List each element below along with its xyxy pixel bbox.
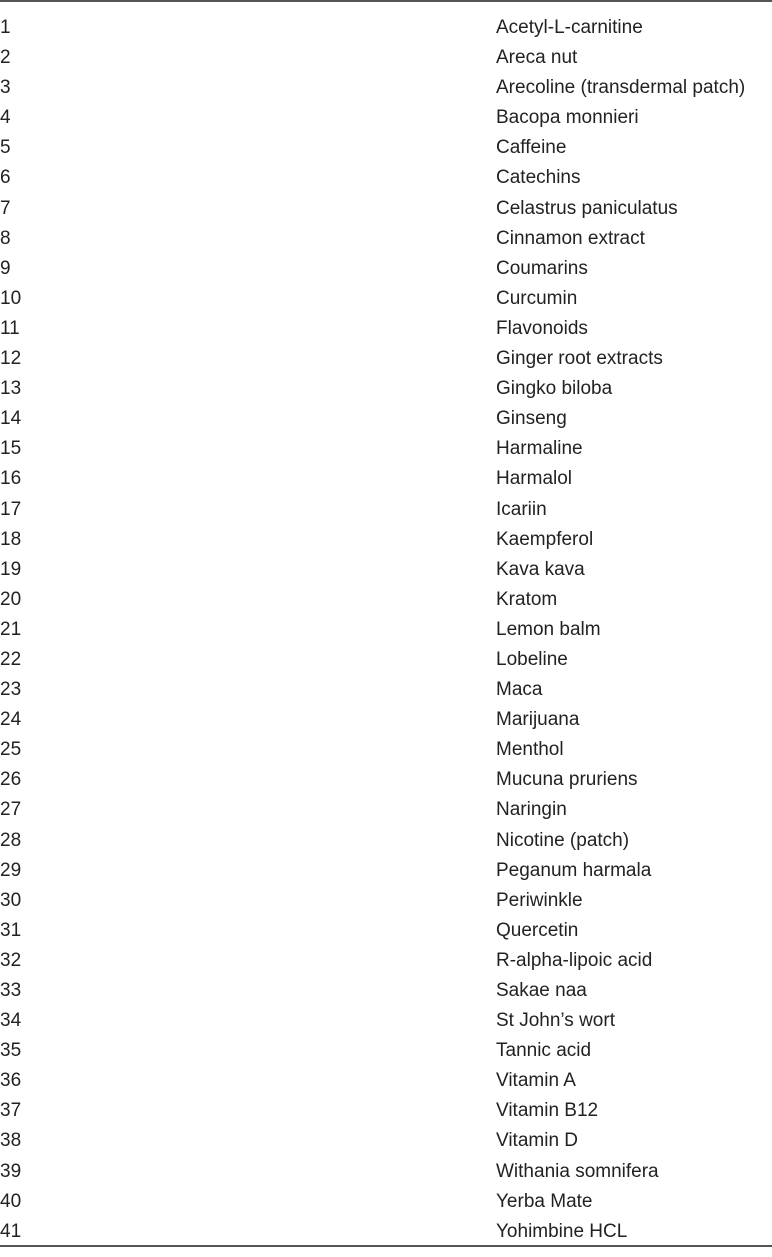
- substance-name: Sakae naa: [496, 980, 587, 1001]
- row-number: 14: [0, 408, 22, 430]
- table-row: [0, 1187, 772, 1217]
- table-row: [0, 1096, 772, 1126]
- substance-name: Marijuana: [496, 709, 580, 731]
- row-number: 34: [0, 1010, 22, 1032]
- row-number: 37: [0, 1100, 22, 1122]
- substance-name: Vitamin B12: [496, 1100, 599, 1122]
- substance-name: Harmalol: [496, 468, 573, 490]
- substance-name: R-alpha-lipoic acid: [496, 949, 653, 971]
- row-number: 29: [0, 859, 22, 881]
- substance-name: Periwinkle: [496, 889, 583, 911]
- row-number: 22: [0, 648, 22, 670]
- table-row: [0, 404, 772, 434]
- table-row: [0, 1036, 772, 1066]
- table-row: [0, 43, 772, 73]
- row-number: 12: [0, 348, 22, 370]
- substance-name: Areca nut: [496, 47, 578, 69]
- table-row: [0, 434, 772, 464]
- table-row: [0, 946, 772, 976]
- table-row: [0, 254, 772, 284]
- row-number: 10: [0, 287, 22, 309]
- row-number: 28: [0, 829, 22, 851]
- row-number: 38: [0, 1130, 22, 1152]
- substance-name: Kaempferol: [496, 528, 594, 550]
- substance-name: Quercetin: [496, 919, 579, 941]
- substance-name: Tannic acid: [496, 1040, 592, 1062]
- substance-name: Coumarins: [496, 257, 588, 279]
- row-number: 33: [0, 980, 22, 1001]
- table-row: [0, 133, 772, 163]
- row-number: 19: [0, 558, 22, 580]
- substance-name: Ginseng: [496, 408, 567, 430]
- table-row: [0, 224, 772, 254]
- substance-name: Menthol: [496, 739, 564, 761]
- row-number: 36: [0, 1070, 22, 1092]
- row-number: 25: [0, 739, 22, 761]
- table-row: [0, 163, 772, 193]
- substance-name: Catechins: [496, 167, 581, 189]
- row-number: 18: [0, 528, 22, 550]
- row-number: 2: [0, 47, 11, 69]
- row-number: 7: [0, 197, 11, 219]
- table-row: [0, 765, 772, 795]
- substance-name: St John’s wort: [496, 1010, 615, 1032]
- table-row: [0, 555, 772, 585]
- table-body: [0, 13, 772, 1247]
- table-row: [0, 705, 772, 735]
- table-row: [0, 675, 772, 705]
- table-row: [0, 645, 772, 675]
- table-row: [0, 374, 772, 404]
- table-row: [0, 886, 772, 916]
- table-row: [0, 976, 772, 1006]
- row-number: 8: [0, 227, 11, 249]
- table-row: [0, 1066, 772, 1096]
- row-number: 16: [0, 468, 22, 490]
- row-number: 21: [0, 618, 22, 640]
- row-number: 20: [0, 588, 22, 610]
- table-row: [0, 826, 772, 856]
- row-number: 1: [0, 17, 11, 38]
- row-number: 39: [0, 1160, 22, 1182]
- table-row: [0, 194, 772, 224]
- substance-name: Kratom: [496, 588, 558, 610]
- table-row: [0, 284, 772, 314]
- row-number: 23: [0, 679, 22, 701]
- row-number: 35: [0, 1040, 22, 1062]
- substance-name: Gingko biloba: [496, 378, 613, 400]
- substance-name: Yerba Mate: [496, 1190, 593, 1212]
- row-number: 5: [0, 137, 11, 159]
- substance-name: Withania somnifera: [496, 1160, 659, 1182]
- table-row: [0, 1126, 772, 1156]
- row-number: 4: [0, 107, 11, 129]
- row-number: 11: [0, 317, 20, 339]
- substance-name: Peganum harmala: [496, 859, 652, 881]
- table-row: [0, 495, 772, 525]
- table-row: [0, 314, 772, 344]
- substance-name: Lobeline: [496, 648, 568, 670]
- row-number: 27: [0, 799, 22, 821]
- table-row: [0, 856, 772, 886]
- row-number: 32: [0, 949, 22, 971]
- table-row: [0, 916, 772, 946]
- substance-name: Bacopa monnieri: [496, 107, 639, 129]
- row-number: 41: [0, 1220, 22, 1242]
- substance-name: Vitamin A: [496, 1070, 576, 1092]
- substance-name: Lemon balm: [496, 618, 601, 640]
- substance-name: Maca: [496, 679, 543, 701]
- substance-name: Nicotine (patch): [496, 829, 630, 851]
- substance-name: Naringin: [496, 799, 567, 821]
- substance-name: Mucuna pruriens: [496, 769, 638, 791]
- substance-name: Arecoline (transdermal patch): [496, 77, 746, 99]
- table-row: [0, 735, 772, 765]
- row-number: 9: [0, 257, 11, 279]
- table-bottom-rule: [0, 1245, 772, 1247]
- table-row: [0, 585, 772, 615]
- row-number: 24: [0, 709, 22, 731]
- substance-name: Caffeine: [496, 137, 567, 159]
- substance-name: Celastrus paniculatus: [496, 197, 678, 219]
- row-number: 3: [0, 77, 11, 99]
- row-number: 31: [0, 919, 22, 941]
- substance-name: Yohimbine HCL: [496, 1220, 628, 1242]
- substance-name: Kava kava: [496, 558, 585, 580]
- substance-name: Harmaline: [496, 438, 583, 460]
- table-top-rule: [0, 0, 772, 2]
- row-number: 17: [0, 498, 22, 520]
- substance-name: Icariin: [496, 498, 547, 520]
- row-number: 6: [0, 167, 11, 189]
- table-row: [0, 1006, 772, 1036]
- table-row: [0, 73, 772, 103]
- table-row: [0, 795, 772, 825]
- row-number: 40: [0, 1190, 22, 1212]
- table-row: [0, 1217, 772, 1247]
- row-number: 30: [0, 889, 22, 911]
- table-row: [0, 525, 772, 555]
- table-row: [0, 344, 772, 374]
- substance-name: Cinnamon extract: [496, 227, 645, 249]
- row-number: 15: [0, 438, 22, 460]
- substance-name: Vitamin D: [496, 1130, 579, 1152]
- table-row: [0, 1157, 772, 1187]
- row-number: 26: [0, 769, 22, 791]
- substance-name: Ginger root extracts: [496, 348, 663, 370]
- table-row: [0, 13, 772, 43]
- substance-name: Curcumin: [496, 287, 578, 309]
- substance-name: Flavonoids: [496, 317, 588, 339]
- substance-name: Acetyl-L-carnitine: [496, 17, 643, 38]
- table-row: [0, 615, 772, 645]
- table-row: [0, 103, 772, 133]
- table-row: [0, 464, 772, 494]
- row-number: 13: [0, 378, 22, 400]
